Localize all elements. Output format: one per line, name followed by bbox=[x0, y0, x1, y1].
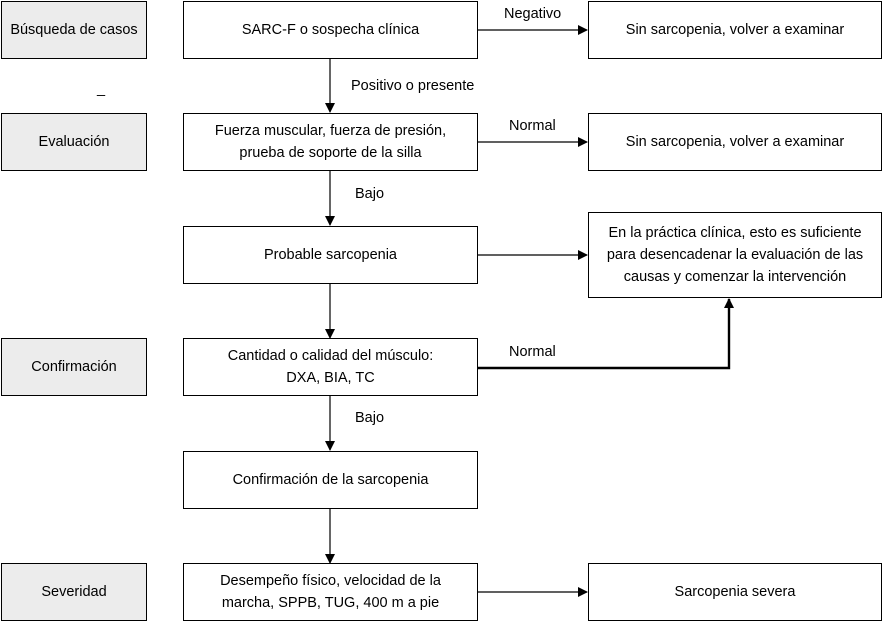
label-low-strength: Bajo bbox=[355, 186, 385, 202]
box-probable-sarcopenia: Probable sarcopenia bbox=[183, 226, 478, 284]
stage-confirmation: Confirmación bbox=[1, 338, 147, 396]
label-normal-quantity: Normal bbox=[509, 344, 556, 360]
box-physical-performance: Desempeño físico, velocidad de la marcha, SPPB, TUG, 400 m a pie bbox=[183, 563, 478, 621]
stage-case-finding: Búsqueda de casos bbox=[1, 1, 147, 59]
box-clinical-practice-note: En la práctica clínica, esto es suficiente para desencadenar la evaluación de las causas y comenzar la intervención bbox=[588, 212, 882, 298]
box-no-sarcopenia-1: Sin sarcopenia, volver a examinar bbox=[588, 1, 882, 59]
label-positive-present: Positivo o presente bbox=[351, 78, 475, 94]
label-negative: Negativo bbox=[504, 6, 562, 22]
label-normal-strength: Normal bbox=[509, 118, 556, 134]
box-sarcopenia-confirmed: Confirmación de la sarcopenia bbox=[183, 451, 478, 509]
stage-assessment: Evaluación bbox=[1, 113, 147, 171]
box-no-sarcopenia-2: Sin sarcopenia, volver a examinar bbox=[588, 113, 882, 171]
box-muscle-quantity: Cantidad o calidad del músculo: DXA, BIA, TC bbox=[183, 338, 478, 396]
box-sarcf-screening: SARC-F o sospecha clínica bbox=[183, 1, 478, 59]
stray-dash-mark: _ bbox=[97, 81, 106, 97]
label-low-quantity: Bajo bbox=[355, 410, 385, 426]
stage-severity: Severidad bbox=[1, 563, 147, 621]
box-severe-sarcopenia: Sarcopenia severa bbox=[588, 563, 882, 621]
box-muscle-strength: Fuerza muscular, fuerza de presión, prueba de soporte de la silla bbox=[183, 113, 478, 171]
